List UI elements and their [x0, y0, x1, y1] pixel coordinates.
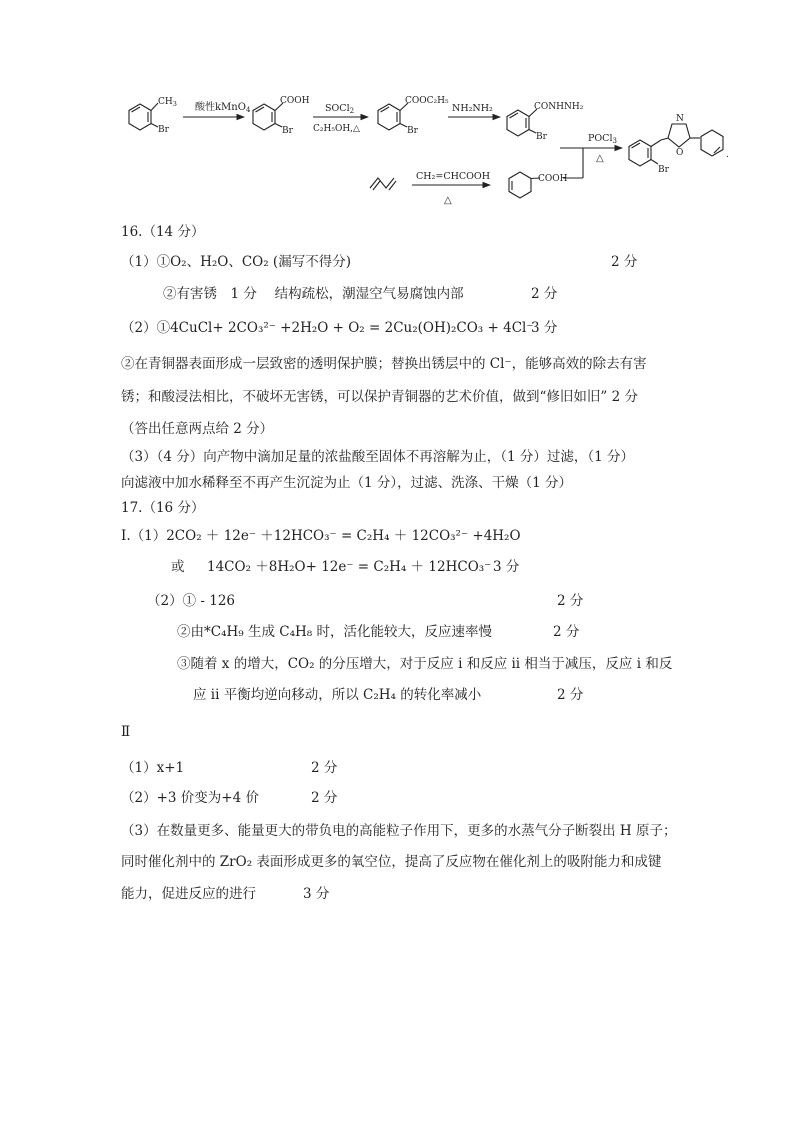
q16-2-2-line1: ②在青铜器表面形成一层致密的透明保护膜；替换出锈层中的 Cl⁻，能够高效的除去有害 [121, 356, 647, 372]
heat-symbol-2: △ [444, 195, 452, 206]
q17-I-1-score: 3 分 [493, 559, 520, 575]
molecule-o-bromotoluene [129, 103, 158, 130]
hydrazide-label: CONHNH₂ [534, 102, 584, 112]
q17-II-1-score: 2 分 [311, 760, 338, 776]
br-label-3: Br [407, 126, 418, 136]
reaction-scheme [0, 0, 800, 215]
molecule-2-bromobenzoic-acid [253, 103, 283, 130]
reagent-socl2: SOCl$_2$ [325, 103, 355, 115]
q16-1-2-score: 2 分 [531, 286, 558, 302]
q17-I-2-2: ②由*C₄H₉ 生成 C₄H₈ 时，活化能较大，反应速率慢 [177, 624, 492, 640]
molecule-hydrazide [507, 109, 537, 136]
q17-II-3-line1: （3）在数量更多、能量更大的带负电的高能粒子作用下，更多的水蒸气分子断裂出 H 原子； [121, 823, 677, 839]
q16-2-1: （2）①4CuCl+ 2CO₃²⁻ +2H₂O + O₂ = 2Cu₂(OH)₂CO₃ + 4Cl⁻ [121, 320, 534, 336]
molecule-ethyl-ester [378, 103, 408, 130]
molecule-oxadiazole-product [629, 124, 723, 166]
reagent-kmno4: 酸性kMnO$_4$ [195, 102, 251, 114]
ch3-label: $CH_3$ [158, 97, 177, 108]
br-label-2: Br [282, 126, 293, 136]
molecule-butadiene [370, 178, 396, 190]
q16-1-1-score: 2 分 [611, 254, 638, 270]
q17-II-2-score: 2 分 [311, 790, 338, 806]
q17-I-1-eq2: 14CO₂ ＋8H₂O+ 12e⁻ = C₂H₄ ＋ 12HCO₃⁻ [207, 559, 492, 575]
q16-2-1-score: 3 分 [531, 320, 558, 336]
product-o-label: O [676, 148, 684, 158]
q16-3-line1: （3）（4 分）向产物中滴加足量的浓盐酸至固体不再溶解为止，（1 分）过滤，（1 分） [121, 449, 634, 465]
q17-I-1-eq1: Ⅰ.（1）2CO₂ ＋ 12e⁻ ＋12HCO₃⁻ = C₂H₄ ＋ 12CO₃²⁻ +4H₂O [121, 528, 521, 544]
q17-heading: 17.（16 分） [121, 500, 205, 516]
q17-II-3-line3: 能力，促进反应的进行 [121, 886, 256, 902]
q16-2-2-line2: 锈；和酸浸法相比，不破坏无害锈，可以保护青铜器的艺术价值，做到“修旧如旧” 2 分 [121, 389, 638, 405]
product-n-label: N [676, 114, 684, 124]
reagent-acrylic-acid: CH₂=CHCOOH [416, 171, 491, 182]
q17-I-2-3-line1: ③随着 x 的增大，CO₂ 的分压增大，对于反应 i 和反应 ii 相当于减压，反应 i 和反 [177, 656, 673, 672]
cooh-label-2: COOH [538, 174, 568, 184]
q17-II-2: （2）+3 价变为+4 价 [121, 790, 259, 806]
q17-II-3-line2: 同时催化剂中的 ZrO₂ 表面形成更多的氧空位，提高了反应物在催化剂上的吸附能力和成键 [121, 854, 662, 870]
q17-II-1: （1）x+1 [121, 760, 185, 776]
br-label-5: Br [658, 165, 669, 175]
q17-I-2-1: （2）① - 126 [147, 593, 236, 609]
q16-heading: 16.（14 分） [121, 224, 205, 240]
q17-I-2-3-score: 2 分 [557, 687, 584, 703]
q17-I-2-1-score: 2 分 [557, 593, 584, 609]
br-label-1: Br [158, 125, 169, 135]
q17-I-1-or: 或 [171, 559, 185, 575]
q17-II-heading: Ⅱ [121, 724, 131, 740]
br-label-4: Br [536, 132, 547, 142]
q17-I-2-3-line2: 应 ii 平衡均逆向移动，所以 C₂H₄ 的转化率减小 [193, 687, 482, 703]
heat-symbol-1: △ [596, 153, 604, 164]
q16-1-2: ②有害锈 1 分 结构疏松，潮湿空气易腐蚀内部 [163, 286, 464, 302]
q17-II-3-score: 3 分 [303, 886, 330, 902]
q16-2-2-note: （答出任意两点给 2 分） [121, 421, 274, 437]
q17-I-2-2-score: 2 分 [553, 624, 580, 640]
q16-1-1: （1）①O₂、H₂O、CO₂ (漏写不得分) [121, 254, 351, 270]
trailing-dot: . [726, 150, 729, 160]
reagent-ethanol: C₂H₅OH,△ [313, 124, 360, 134]
cooh-label-1: COOH [280, 96, 310, 106]
ester-label: COOC₂H₅ [405, 96, 449, 106]
q16-3-line2: 向滤液中加水稀释至不再产生沉淀为止（1 分），过滤、洗涤、干燥（1 分） [121, 475, 573, 491]
molecule-cyclohexene-carboxylic-acid [509, 172, 540, 198]
reagent-hydrazine: NH₂NH₂ [452, 103, 493, 114]
reagent-pocl3: POCl$_3$ [588, 133, 617, 145]
